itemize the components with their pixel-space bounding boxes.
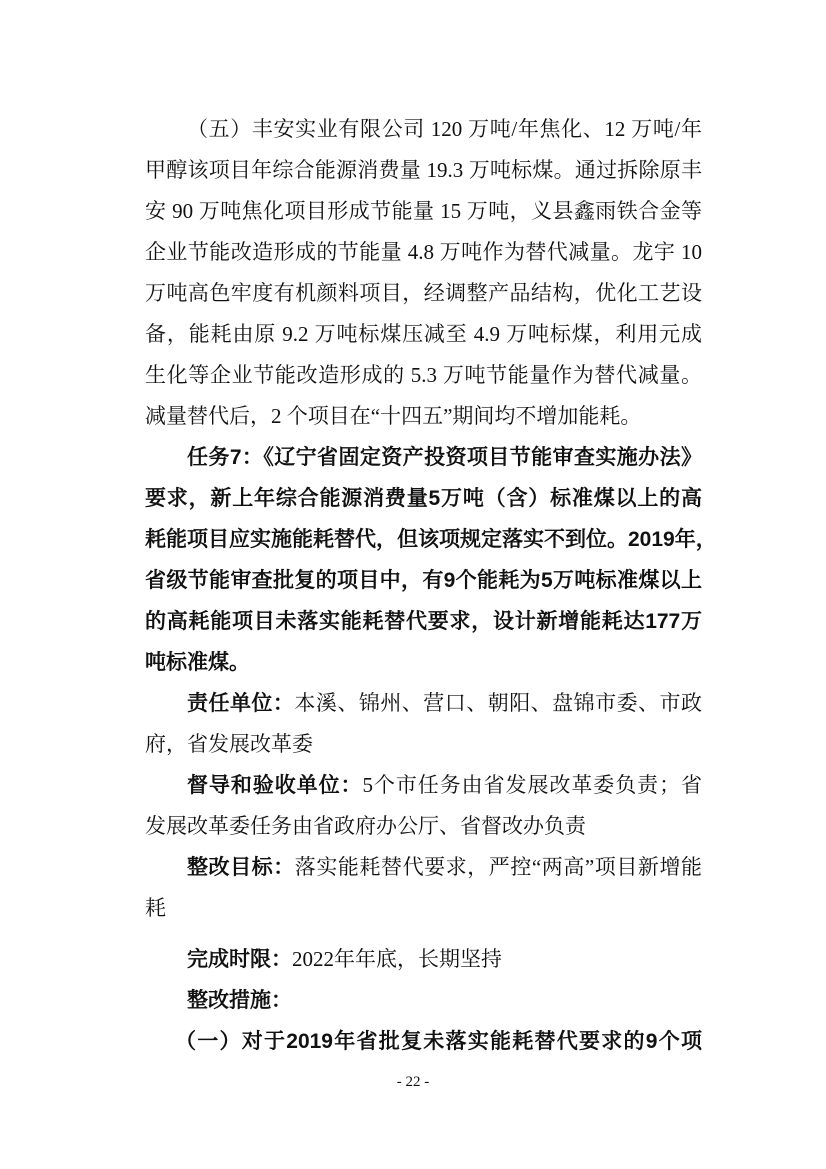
text-line: 的高耗能项目未落实能耗替代要求，设计新增能耗达177万 xyxy=(145,610,702,633)
text-line xyxy=(145,683,702,724)
paragraph-responsible-units xyxy=(145,683,702,765)
paragraph-rectification-target xyxy=(145,847,702,929)
text-line: 安 90 万吨焦化项目形成节能量 15 万吨，义县鑫雨铁合金等 xyxy=(145,199,702,223)
paragraph-supervision xyxy=(145,765,702,847)
text-line: 吨标准煤。 xyxy=(145,651,250,674)
text-line: 发展改革委任务由省政府办公厅、省督改办负责 xyxy=(145,814,586,838)
field-value: 2022年年底，长期坚持 xyxy=(292,947,502,971)
paragraph-measures xyxy=(145,980,702,1021)
text-line xyxy=(145,980,702,1021)
text-line: 企业节能改造形成的节能量 4.8 万吨作为替代减量。龙宇 10 xyxy=(145,240,702,264)
field-value: 落实能耗替代要求，严控“两高”项目新增能 xyxy=(294,855,703,879)
text-line: 任务7：《辽宁省固定资产投资项目节能审查实施办法》 xyxy=(187,446,702,469)
field-label: 整改措施： xyxy=(187,989,292,1012)
text-line: 备，能耗由原 9.2 万吨标煤压减至 4.9 万吨标煤，利用元成 xyxy=(145,322,702,346)
text-line: 要求，新上年综合能源消费量5万吨（含）标准煤以上的高 xyxy=(145,487,702,510)
field-label: 整改目标： xyxy=(187,856,295,879)
paragraph-task-7 xyxy=(145,437,717,683)
text-line: 耗 xyxy=(145,896,166,920)
text-line: （一）对于2019年省批复未落实能耗替代要求的9个项 xyxy=(175,1030,702,1053)
field-label: 责任单位： xyxy=(187,692,295,715)
field-label: 督导和验收单位： xyxy=(187,774,363,797)
text-line xyxy=(145,847,702,888)
text-line: 耗能项目应实施能耗替代，但该项规定落实不到位。2019年， xyxy=(145,528,717,551)
paragraph-measure-1 xyxy=(145,1021,702,1062)
text-line: 省级节能审查批复的项目中，有9个能耗为5万吨标准煤以上 xyxy=(145,569,702,592)
text-line xyxy=(145,765,702,806)
text-line: 甲醇该项目年综合能源消费量 19.3 万吨标煤。通过拆除原丰 xyxy=(145,158,702,182)
text-line: 减量替代后，2 个项目在“十四五”期间均不增加能耗。 xyxy=(145,404,642,428)
text-line: 万吨高色牢度有机颜料项目，经调整产品结构，优化工艺设 xyxy=(145,281,702,305)
text-line: 生化等企业节能改造形成的 5.3 万吨节能量作为替代减量。 xyxy=(145,363,702,387)
paragraph-fengan xyxy=(145,109,702,437)
document-body xyxy=(145,109,717,1062)
text-line xyxy=(145,939,702,980)
field-label: 完成时限： xyxy=(187,948,292,971)
paragraph-deadline xyxy=(145,939,702,980)
text-line: （五）丰安实业有限公司 120 万吨/年焦化、12 万吨/年 xyxy=(187,117,702,141)
field-value: 本溪、锦州、营口、朝阳、盘锦市委、市政 xyxy=(294,691,703,715)
field-value: 5个市任务由省发展改革委负责；省 xyxy=(362,773,703,797)
page-number: - 22 - xyxy=(396,1074,430,1090)
text-line: 府，省发展改革委 xyxy=(145,732,313,756)
